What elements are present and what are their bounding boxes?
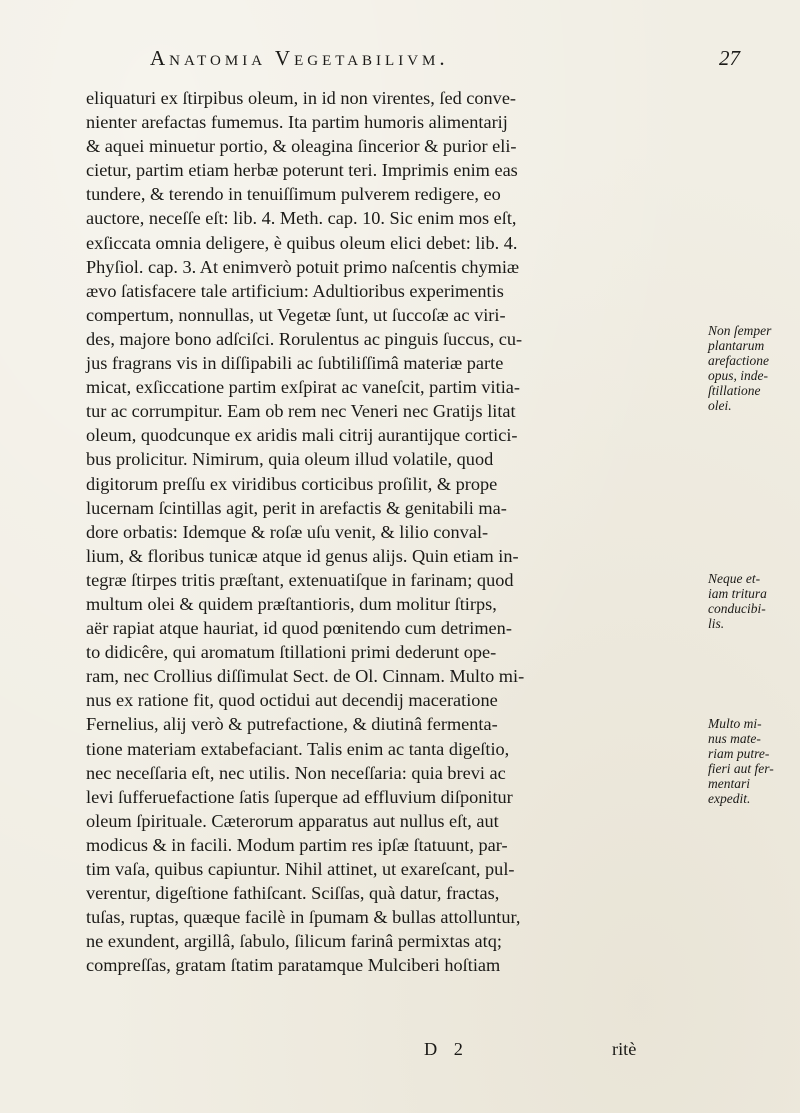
- marginal-note-2: [708, 571, 798, 631]
- text-line: ram, nec Crollius diſſimulat Sect. de Ol. Cinnam. Multo mi-: [86, 666, 525, 687]
- text-line: jus fragrans vis in diſſipabili ac ſubtiliſſimâ materiæ parte: [86, 353, 504, 374]
- text-line: lucernam ſcintillas agit, perit in arefactis & genitabili ma-: [86, 497, 507, 518]
- marginal-note-3: [708, 716, 798, 806]
- marginal-note-line: nus mate-: [708, 731, 761, 746]
- marginal-note-line: Multo mi-: [708, 716, 762, 731]
- marginal-note-line: Neque et-: [708, 571, 761, 586]
- marginal-note-line: fieri aut fer-: [708, 761, 774, 776]
- text-line: ne exundent, argillâ, ſabulo, ſilicum farinâ permixtas atq;: [86, 931, 502, 952]
- text-line: verentur, digeſtione fathiſcant. Sciſſas, quà datur, fractas,: [86, 883, 500, 904]
- text-line: tur ac corrumpitur. Eam ob rem nec Veneri nec Gratijs litat: [86, 401, 516, 422]
- text-line: Phyſiol. cap. 3. At enimverò potuit primo naſcentis chymiæ: [86, 256, 520, 277]
- signature-mark: D 2: [424, 1039, 469, 1059]
- text-line: compertum, nonnullas, ut Vegetæ ſunt, ut ſuccoſæ ac viri-: [86, 304, 506, 325]
- marginal-note-line: lis.: [708, 616, 725, 631]
- text-line: micat, exſiccatione partim exſpirat ac vaneſcit, partim vitia-: [86, 377, 520, 398]
- marginal-note-line: expedit.: [708, 791, 751, 806]
- text-line: des, majore bono adſciſci. Rorulentus ac pinguis ſuccus, cu-: [86, 328, 523, 349]
- text-line: tuſas, ruptas, quæque facilè in ſpumam & bullas attolluntur,: [86, 907, 521, 928]
- text-line: multum olei & quidem præſtantioris, dum molitur ſtirps,: [86, 593, 497, 614]
- page-number: 27: [719, 46, 740, 70]
- marginal-note-line: plantarum: [708, 338, 765, 353]
- marginal-note-line: Non ſemper: [708, 323, 772, 338]
- marginal-note-line: opus, inde-: [708, 368, 768, 383]
- text-line: tim vaſa, quibus capiuntur. Nihil attinet, ut exareſcant, pul-: [86, 859, 515, 879]
- text-line: tegræ ſtirpes tritis præſtant, extenuatiſque in farinam; quod: [86, 569, 514, 590]
- text-line: lium, & floribus tunicæ atque id genus alijs. Quin etiam in-: [86, 545, 519, 566]
- text-line: nec neceſſaria eſt, nec utilis. Non neceſſaria: quia brevi ac: [86, 762, 506, 783]
- text-line: modicus & in facili. Modum partim res ipſæ ſtatuunt, par-: [86, 834, 508, 855]
- text-line: levi ſufferuefactione ſatis ſuperque ad effluvium diſponitur: [86, 786, 513, 807]
- text-line: Fernelius, alij verò & putrefactione, & diutinâ fermenta-: [86, 714, 498, 735]
- marginal-note-line: ſtillatione: [708, 383, 761, 398]
- text-line: digitorum preſſu ex viridibus corticibus proſilit, & prope: [86, 473, 498, 494]
- text-line: eliquaturi ex ſtirpibus oleum, in id non virentes, ſed conve-: [86, 88, 517, 108]
- text-line: exſiccata omnia deligere, è quibus oleum elici debet: lib. 4.: [86, 232, 518, 253]
- text-line: nienter arefactas fumemus. Ita partim humoris alimentarij: [86, 112, 508, 133]
- text-line: tione materiam extabefaciant. Talis enim ac tanta digeſtio,: [86, 738, 510, 759]
- text-line: aër rapiat atque hauriat, id quod pœnitendo cum detrimen-: [86, 618, 512, 639]
- marginal-note-line: arefactione: [708, 353, 769, 368]
- marginal-note-line: riam putre-: [708, 746, 770, 761]
- running-header: [150, 46, 740, 76]
- text-line: dore orbatis: Idemque & roſæ uſu venit, & lilio conval-: [86, 521, 489, 542]
- marginal-note-1: [708, 323, 798, 413]
- marginal-note-line: iam tritura: [708, 586, 767, 601]
- text-line: nus ex ratione fit, quod octidui aut decendij maceratione: [86, 690, 498, 711]
- text-line: & aquei minuetur portio, & oleagina ſincerior & purior eli-: [86, 136, 517, 157]
- text-line: oleum ſpirituale. Cæterorum apparatus aut nullus eſt, aut: [86, 810, 499, 831]
- text-line: cietur, partim etiam herbæ poterunt teri. Imprimis enim eas: [86, 160, 518, 181]
- text-line: auctore, neceſſe eſt: lib. 4. Meth. cap. 10. Sic enim mos eſt,: [86, 208, 517, 229]
- running-title: Anatomia Vegetabilivm.: [150, 46, 449, 70]
- text-line: tundere, & terendo in tenuiſſimum pulverem redigere, eo: [86, 184, 501, 205]
- text-line: compreſſas, gratam ſtatim paratamque Mulciberi hoſtiam: [86, 955, 501, 976]
- main-text-block: [86, 86, 696, 977]
- catchword: ritè: [612, 1039, 637, 1059]
- marginal-note-line: conducibi-: [708, 601, 766, 616]
- marginal-note-line: olei.: [708, 398, 732, 413]
- text-line: to didicêre, qui aromatum ſtillationi primi dederunt ope-: [86, 642, 497, 663]
- text-line: oleum, quodcunque ex aridis mali citrij aurantijque cortici-: [86, 425, 518, 446]
- marginal-note-line: mentari: [708, 776, 750, 791]
- text-line: bus prolicitur. Nimirum, quia oleum illud volatile, quod: [86, 449, 494, 470]
- text-line: ævo ſatisfacere tale artificium: Adultioribus experimentis: [86, 280, 504, 301]
- page-footer: [0, 1039, 800, 1065]
